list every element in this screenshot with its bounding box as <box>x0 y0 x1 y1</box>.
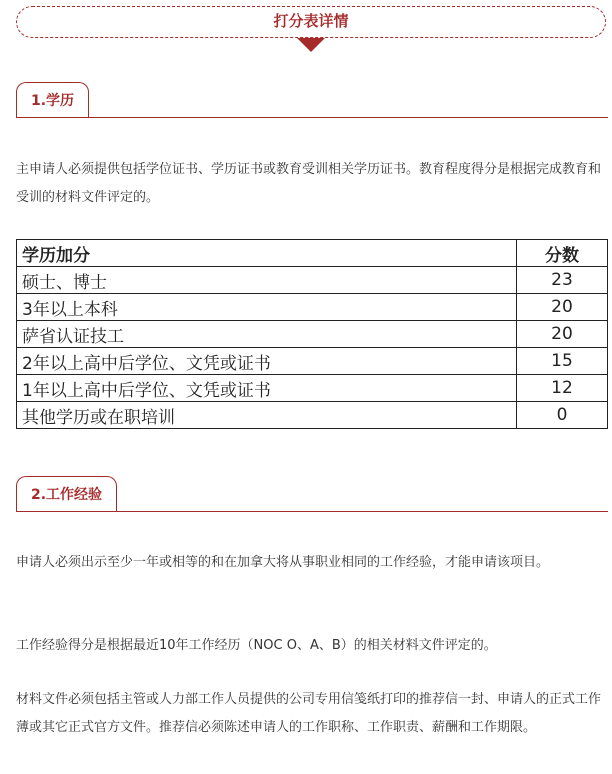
row-score: 15 <box>517 348 608 375</box>
row-label: 2年以上高中后学位、文凭或证书 <box>17 348 517 375</box>
row-label: 硕士、博士 <box>17 267 517 294</box>
section-tab-label: 2.工作经验 <box>31 487 103 503</box>
row-label: 萨省认证技工 <box>17 321 517 348</box>
row-label: 1年以上高中后学位、文凭或证书 <box>17 375 517 402</box>
table-row <box>17 267 608 294</box>
header-score: 分数 <box>517 240 608 267</box>
banner-arrow-icon <box>297 38 325 52</box>
section-tab-education <box>16 82 89 118</box>
section-tab-label: 1.学历 <box>31 93 75 109</box>
header-education: 学历加分 <box>17 240 517 267</box>
row-score: 23 <box>517 267 608 294</box>
table-row <box>17 375 608 402</box>
table-row <box>17 402 608 429</box>
table-row <box>17 321 608 348</box>
education-score-table <box>16 239 608 429</box>
row-score: 12 <box>517 375 608 402</box>
table-row <box>17 348 608 375</box>
section-divider <box>16 117 608 118</box>
education-intro: 主申请人必须提供包括学位证书、学历证书或教育受训相关学历证书。教育程度得分是根据完成教育和受训的材料文件评定的。 <box>16 162 602 205</box>
section-banner <box>16 6 606 38</box>
table-row <box>17 294 608 321</box>
row-score: 0 <box>517 402 608 429</box>
section-divider <box>16 511 608 512</box>
work-paragraph-2: 工作经验得分是根据最近10年工作经历（NOC O、A、B）的相关材料文件评定的。 <box>16 638 497 653</box>
table-header-row <box>17 240 608 267</box>
work-paragraph-3: 材料文件必须包括主管或人力部工作人员提供的公司专用信笺纸打印的推荐信一封、申请人的正式工作薄或其它正式官方文件。推荐信必须陈述申请人的工作职称、工作职责、薪酬和工作期限。 <box>16 692 602 735</box>
banner-title: 打分表详情 <box>273 12 349 30</box>
work-paragraph-1: 申请人必须出示至少一年或相等的和在加拿大将从事职业相同的工作经验，才能申请该项目。 <box>16 555 550 570</box>
row-score: 20 <box>517 294 608 321</box>
row-score: 20 <box>517 321 608 348</box>
row-label: 3年以上本科 <box>17 294 517 321</box>
section-tab-work-experience <box>16 476 117 512</box>
row-label: 其他学历或在职培训 <box>17 402 517 429</box>
